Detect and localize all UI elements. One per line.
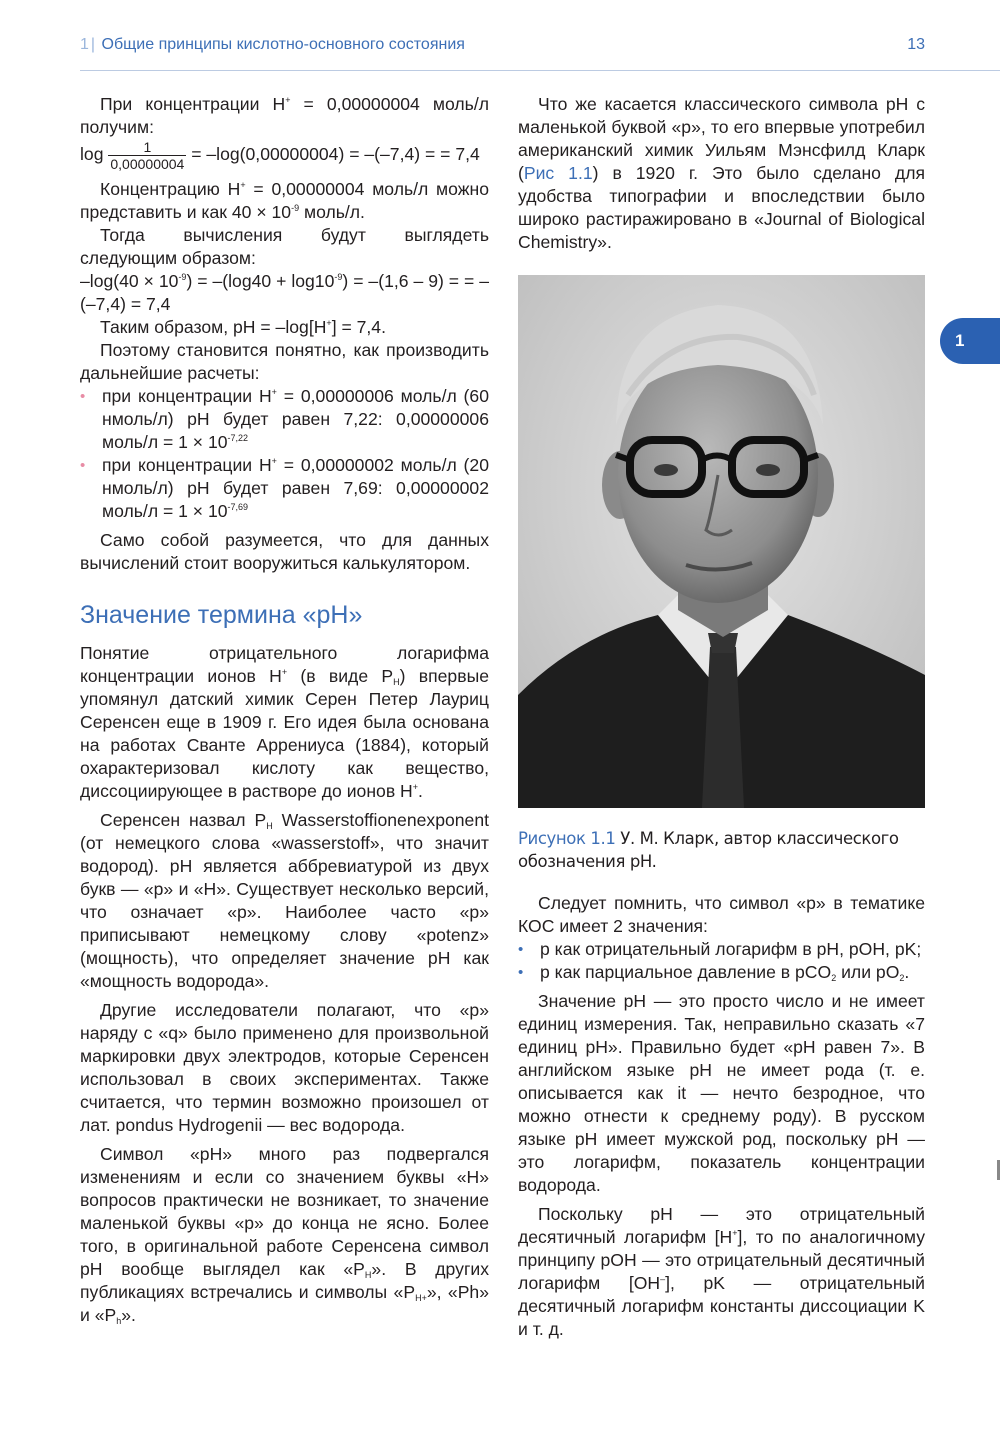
right-column-top (518, 93, 925, 260)
para-poh-pk: Поскольку pH — это отрицательный десятичный логарифм [H+], то по аналогичному принципу pOH — это отрицательный десятичный логарифм [OH–], pK — отрицательный десятичный логарифм константы диссоциации K и т. д. (518, 1204, 926, 1339)
p-meaning-bullets (518, 938, 925, 984)
log-formula: log $\frac{1}{0,00000004}$ = –log(0,00000004) = –(–7,4) = = 7,4 (80, 139, 480, 172)
section-heading: Значение термина «pH» (80, 601, 363, 629)
running-header: 1 | Общие принципы кислотно-основного состояния 13 (80, 36, 925, 53)
header-title: Общие принципы кислотно-основного состояния (101, 36, 465, 53)
caption-label: Рисунок 1.1 (518, 829, 616, 848)
figure-link[interactable]: Рис 1.1 (523, 163, 593, 183)
para-clark: Что же касается классического символа pH с маленькой буквой «p», то его впервые употребил американский химик Уильям Мэнсфилд Кларк (Рис 1.1) в 1920 г. Это было сделано для удобства типографии и впоследствии было широко растиражировано в «Journal of Biological Chemistry». (518, 94, 925, 252)
fraction: $\frac{1}{0,00000004}$ (110, 139, 185, 172)
left-column (80, 93, 489, 1333)
right-column-bottom (518, 892, 925, 1347)
list-item: • p как отрицательный логарифм в pH, pOH, pK; (518, 938, 925, 961)
list-item: • при концентрации H+ = 0,00000002 моль/л (20 нмоль/л) pH будет равен 7,69: 0,00000002 моль/л = $1 \times 10^{-7,69}$ (80, 454, 489, 523)
list-item: • при концентрации H+ = 0,00000006 моль/л (60 нмоль/л) pH будет равен 7,22: 0,00000006 моль/л = $1 \times 10^{-7,22}$ (80, 385, 489, 454)
para-other-researchers: Другие исследователи полагают, что «p» наряду с «q» было применено для произвольной маркировки двух электродов, которые Серенсен использовал в своих экспериментах. Также считается, что термин возможно произошел от лат. pondus Hydrogenii — вес водорода. (80, 1000, 489, 1135)
header-divider (80, 70, 1000, 71)
para-calculator: Само собой разумеется, что для данных вычислений стоит вооружиться калькулятором. (80, 530, 489, 573)
para-further: Поэтому становится понятно, как производить дальнейшие расчеты: (80, 340, 489, 383)
para-p-meanings: Следует помнить, что символ «p» в тематике КОС имеет 2 значения: (518, 893, 925, 936)
figure-caption (518, 827, 925, 873)
para-symbol-history: Символ «pH» много раз подвергался изменениям и если со значением буквы «H» вопросов практически не возникает, то значение маленькой буквы «p» до конца не ясно. Более того, в оригинальной работе Серенсена символ pH вообще выглядел как «$P_H$». В других публикациях встречались и символы «$P_{H+}$», «Ph» и «$P_h$». (80, 1144, 489, 1326)
para-sorensen-1: Понятие отрицательного логарифма концентрации ионов H+ (в виде $P_H$) впервые упомянул датский химик Серен Петер Лауриц Серенсен еще в 1909 г. Его идея была основана на работах Сванте Аррениуса (1884), который охарактеризовал кислоту как вещество, диссоциирующее в растворе до ионов H+. (80, 643, 489, 801)
para-ph-units: Значение pH — это просто число и не имеет единиц измерения. Так, неправильно сказать «7 единиц pH». Правильно будет «pH равен 7». В английском языке pH не имеет рода (т. е. описывается как it — нечто безродное, что можно отнести к среднему роду). В русском языке pH имеет мужской род, поскольку pH — это логарифм, показатель концентрации водорода. (518, 991, 925, 1195)
para-then: Тогда вычисления будут выглядеть следующим образом: (80, 225, 489, 268)
portrait-illustration (518, 275, 925, 808)
chapter-tab[interactable]: 1 (940, 318, 1000, 364)
portrait-photo (518, 275, 925, 808)
list-item: • p как парциальное давление в pCO$_2$ или $pO_2$. (518, 961, 925, 984)
para-thus: Таким образом, pH = –log[H+] = 7,4. (100, 317, 386, 337)
chapter-number: 1 (80, 36, 89, 53)
para-sorensen-2: Серенсен назвал $P_H$ Wasserstoffionenexponent (от немецкого слова «wasserstoff», что значит водород). pH является аббревиатурой из двух букв — «p» и «H». Существует несколько версий, что означает «p». Наиболее часто «p» приписывают немецкому слову «potenz» (мощность), что определяет значение pH как «мощность водорода». (80, 810, 490, 991)
caption-text: У. М. Кларк, автор классического обозначения pH. (518, 829, 899, 871)
page-number: 13 (907, 36, 925, 53)
calc-bullets (80, 385, 489, 523)
calc-formula: $-\log(40 \times 10^{-9}) = -(\log 40 + \log 10^{-9}) = -(1,6 - 9)$ = = –(–7,4) = 7,4 (80, 271, 490, 314)
para-concentration: Концентрацию H+ = 0,00000004 моль/л можно представить и как $40 \times 10^{-9}$ моль/л. (80, 179, 490, 222)
para-intro: При концентрации H+ = 0,00000004 моль/л получим: (80, 94, 489, 137)
